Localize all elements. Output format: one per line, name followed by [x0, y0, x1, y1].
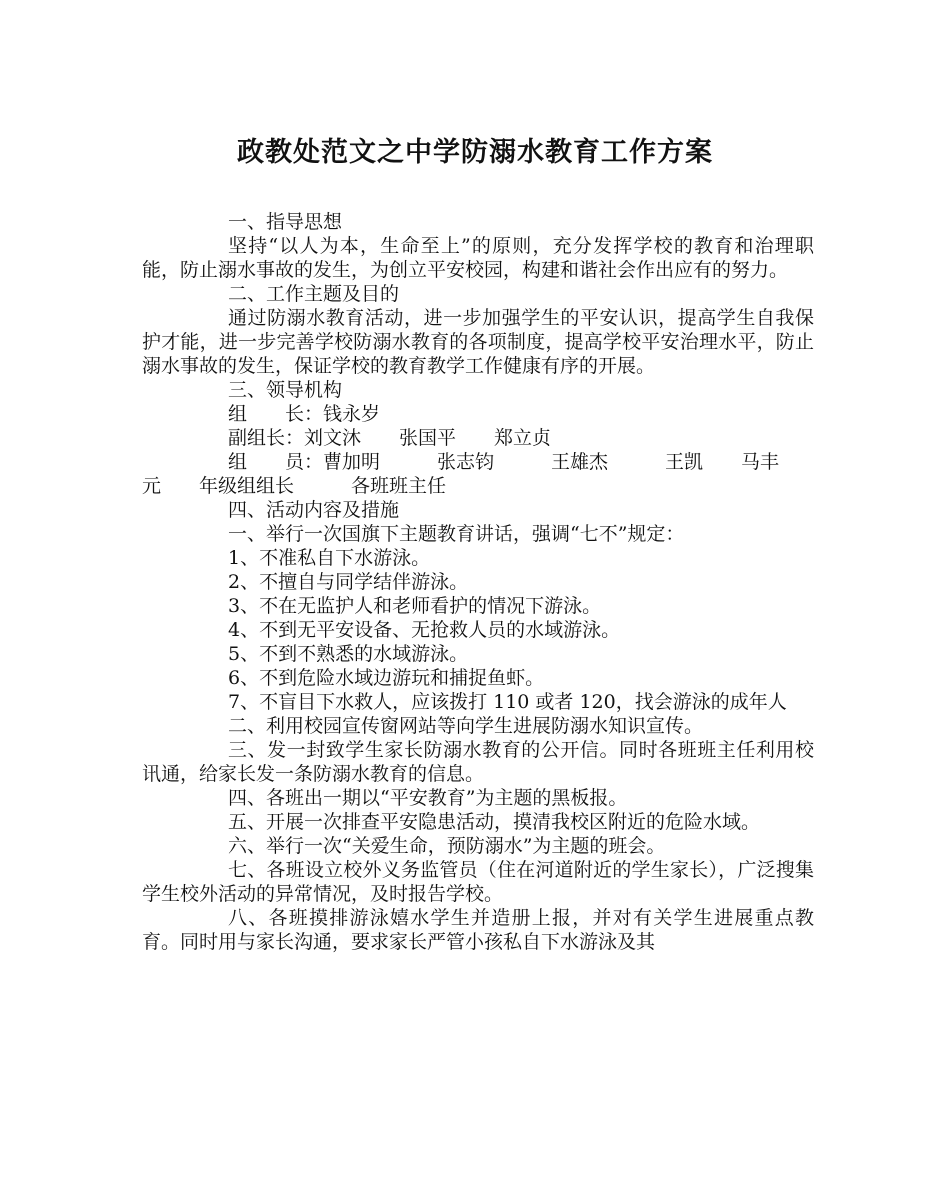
- vice-leader-line: 副组长：刘文沐 张国平 郑立贞: [228, 427, 552, 449]
- rule-item: 4、不到无平安设备、无抢救人员的水域游泳。: [228, 619, 621, 641]
- measure-3: 三、发一封致学生家长防溺水教育的公开信。同时各班班主任利用校讯通，给家长发一条防溺水教育的信息。: [142, 739, 814, 785]
- document-body: [142, 210, 814, 954]
- rule-item: 5、不到不熟悉的水域游泳。: [228, 643, 469, 665]
- measure-8: 八、各班摸排游泳嬉水学生并造册上报，并对有关学生进展重点教育。同时用与家长沟通，要求家长严管小孩私自下水游泳及其: [142, 907, 814, 953]
- document-title: 政教处范文之中学防溺水教育工作方案: [237, 137, 713, 168]
- measure-5: 五、开展一次排查平安隐患活动，摸清我校区附近的危险水域。: [228, 811, 761, 833]
- rule-item: 6、不到危险水域边游玩和捕捉鱼虾。: [228, 667, 545, 689]
- rule-item: 7、不盲目下水救人，应该拨打 110 或者 120，找会游泳的成年人: [228, 691, 787, 713]
- rule-item: 1、不准私自下水游泳。: [228, 547, 431, 569]
- measure-7: 七、各班设立校外义务监管员（住在河道附近的学生家长），广泛搜集学生校外活动的异常情况，及时报告学校。: [142, 859, 814, 905]
- measure-2: 二、利用校园宣传窗网站等向学生进展防溺水知识宣传。: [228, 715, 704, 737]
- leader-line: 组 长：钱永岁: [228, 403, 381, 425]
- paragraph-theme-purpose: 通过防溺水教育活动，进一步加强学生的平安认识，提高学生自我保护才能，进一步完善学校防溺水教育的各项制度，提高学校平安治理水平，防止溺水事故的发生，保证学校的教育教学工作健康有序的开展。: [142, 307, 814, 377]
- measure-1: 一、举行一次国旗下主题教育讲话，强调“七不”规定：: [228, 523, 685, 545]
- section-heading-activities: 四、活动内容及措施: [228, 499, 400, 521]
- measure-6: 六、举行一次“关爱生命，预防溺水”为主题的班会。: [228, 835, 666, 857]
- paragraph-guiding-ideology: 坚持“以人为本，生命至上”的原则，充分发挥学校的教育和治理职能，防止溺水事故的发生，为创立平安校园，构建和谐社会作出应有的努力。: [142, 235, 814, 281]
- measure-4: 四、各班出一期以“平安教育”为主题的黑板报。: [228, 787, 628, 809]
- section-heading-guiding-ideology: 一、指导思想: [228, 211, 343, 233]
- section-heading-theme-purpose: 二、工作主题及目的: [228, 283, 400, 305]
- members-line: 组 员：曹加明 张志钧 王雄杰 王凯 马丰: [228, 451, 780, 473]
- rule-item: 2、不擅自与同学结伴游泳。: [228, 571, 469, 593]
- rule-item: 3、不在无监护人和老师看护的情况下游泳。: [228, 595, 602, 617]
- members-line-continued: 元 年级组组长 各班班主任: [142, 475, 447, 497]
- section-heading-leadership: 三、领导机构: [228, 379, 343, 401]
